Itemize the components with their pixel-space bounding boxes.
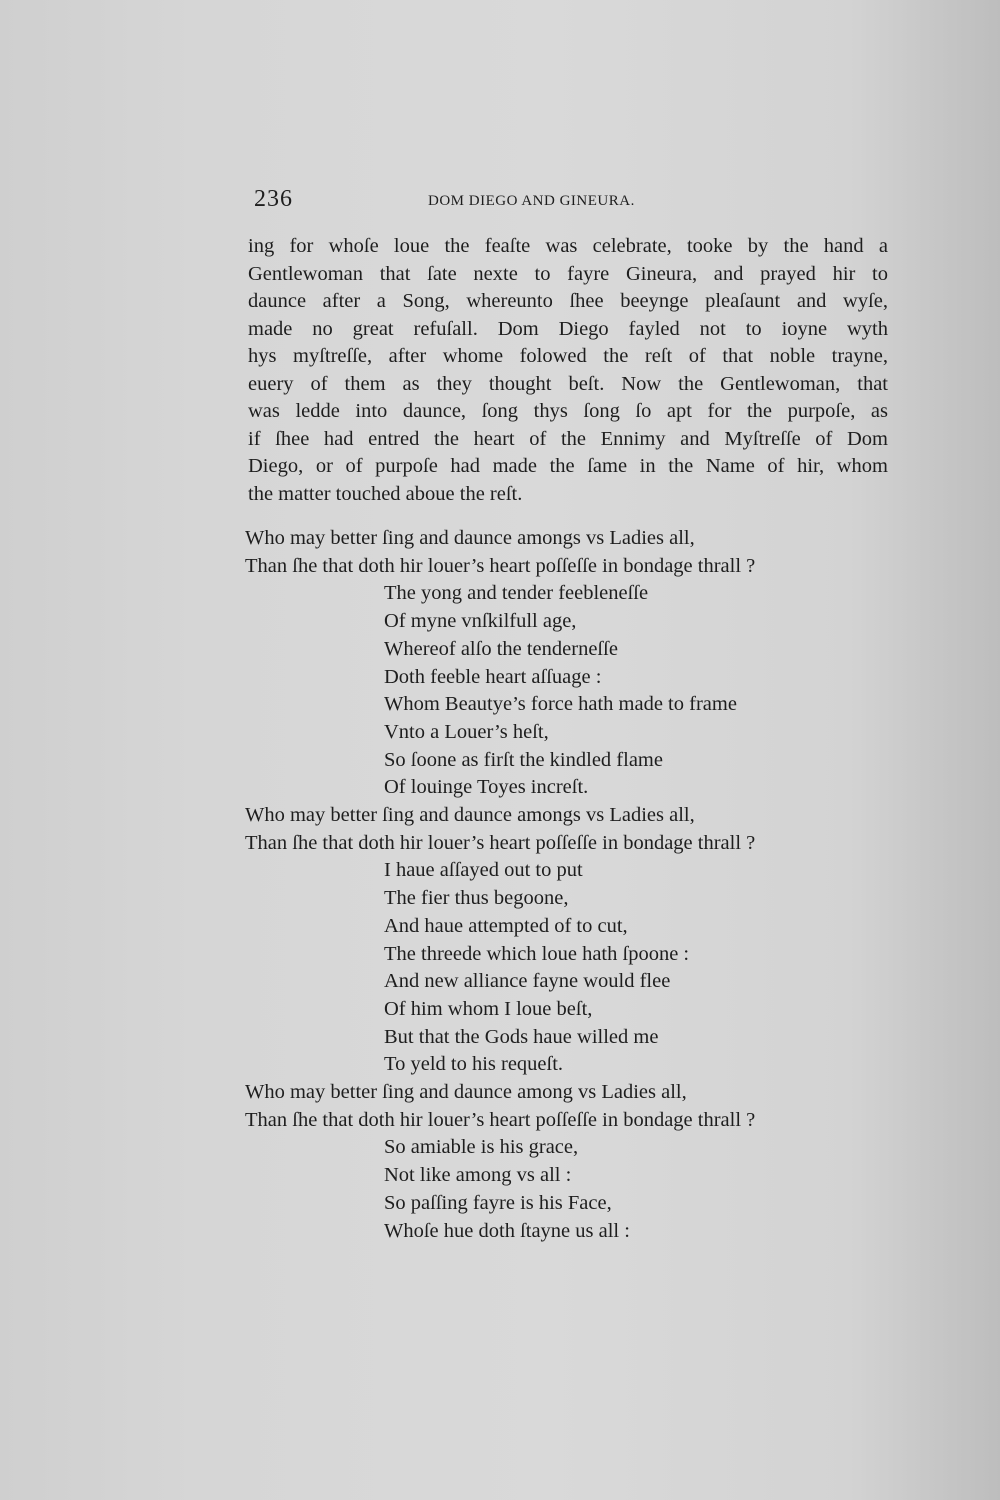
- stanza-line: So ſoone as firſt the kindled flame: [384, 748, 663, 771]
- refrain-line: Than ſhe that doth hir louer’s heart poſſeſſe in bondage thrall ?: [245, 831, 756, 854]
- stanza-line: Whom Beautye’s force hath made to frame: [384, 693, 737, 716]
- refrain-line: Than ſhe that doth hir louer’s heart poſſeſſe in bondage thrall ?: [245, 554, 756, 577]
- prose-line: was ledde into daunce, ſong thys ſong ſo apt for the purpoſe, as: [248, 400, 888, 422]
- stanza-line: Whereof alſo the tenderneſſe: [384, 637, 618, 660]
- page-number: 236: [254, 186, 293, 212]
- stanza-line: So amiable is his grace,: [384, 1136, 579, 1159]
- stanza-line: Of myne vnſkilfull age,: [384, 610, 577, 633]
- prose-line: if ſhee had entred the heart of the Ennimy and Myſtreſſe of Dom: [248, 427, 888, 450]
- refrain-line: Who may better ſing and daunce amongs vs Ladies all,: [245, 527, 695, 549]
- running-title: DOM DIEGO AND GINEURA.: [428, 193, 635, 209]
- refrain-line: Who may better ſing and daunce amongs vs Ladies all,: [245, 804, 695, 827]
- stanza-line: So paſſing fayre is his Face,: [384, 1191, 612, 1214]
- refrain-line: Than ſhe that doth hir louer’s heart poſſeſſe in bondage thrall ?: [245, 1108, 756, 1131]
- stanza-line: And haue attempted of to cut,: [384, 914, 628, 937]
- prose-line: euery of them as they thought beſt. Now the Gentlewoman, that: [248, 372, 888, 395]
- prose-line: ing for whoſe loue the feaſte was celebrate, tooke by the hand a: [248, 235, 888, 257]
- prose-line: Diego, or of purpoſe had made the ſame in the Name of hir, whom: [248, 455, 888, 477]
- stanza-line: I haue aſſayed out to put: [384, 859, 583, 882]
- stanza-line: To yeld to his requeſt.: [384, 1053, 564, 1076]
- song: [245, 525, 885, 1245]
- stanza-line: Not like among vs all :: [384, 1164, 572, 1187]
- running-head: [254, 186, 934, 216]
- stanza-line: Whoſe hue doth ſtayne us all :: [384, 1219, 630, 1242]
- stanza-line: Vnto a Louer’s heſt,: [384, 720, 549, 743]
- stanza-line: Doth feeble heart aſſuage :: [384, 665, 602, 688]
- prose-line: the matter touched aboue the reſt.: [248, 482, 523, 505]
- stanza-line: Of him whom I loue beſt,: [384, 997, 593, 1020]
- stanza-line: And new alliance fayne would flee: [384, 970, 671, 993]
- prose-line: made no great refuſall. Dom Diego fayled not to ioyne wyth: [248, 317, 888, 340]
- prose-paragraph: [248, 233, 888, 508]
- stanza-line: Of louinge Toyes increſt.: [384, 776, 589, 799]
- prose-line: hys myſtreſſe, after whome folowed the reſt of that noble trayne,: [248, 345, 888, 367]
- stanza-line: The yong and tender feebleneſſe: [384, 582, 649, 605]
- stanza-line: The threede which loue hath ſpoone :: [384, 942, 690, 965]
- stanza-line: But that the Gods haue willed me: [384, 1025, 659, 1048]
- refrain-line: Who may better ſing and daunce among vs Ladies all,: [245, 1081, 687, 1104]
- prose-line: daunce after a Song, whereunto ſhee beeynge pleaſaunt and wyſe,: [248, 290, 888, 312]
- stanza-line: The fier thus begoone,: [384, 887, 569, 910]
- prose-line: Gentlewoman that ſate nexte to fayre Gineura, and prayed hir to: [248, 262, 888, 285]
